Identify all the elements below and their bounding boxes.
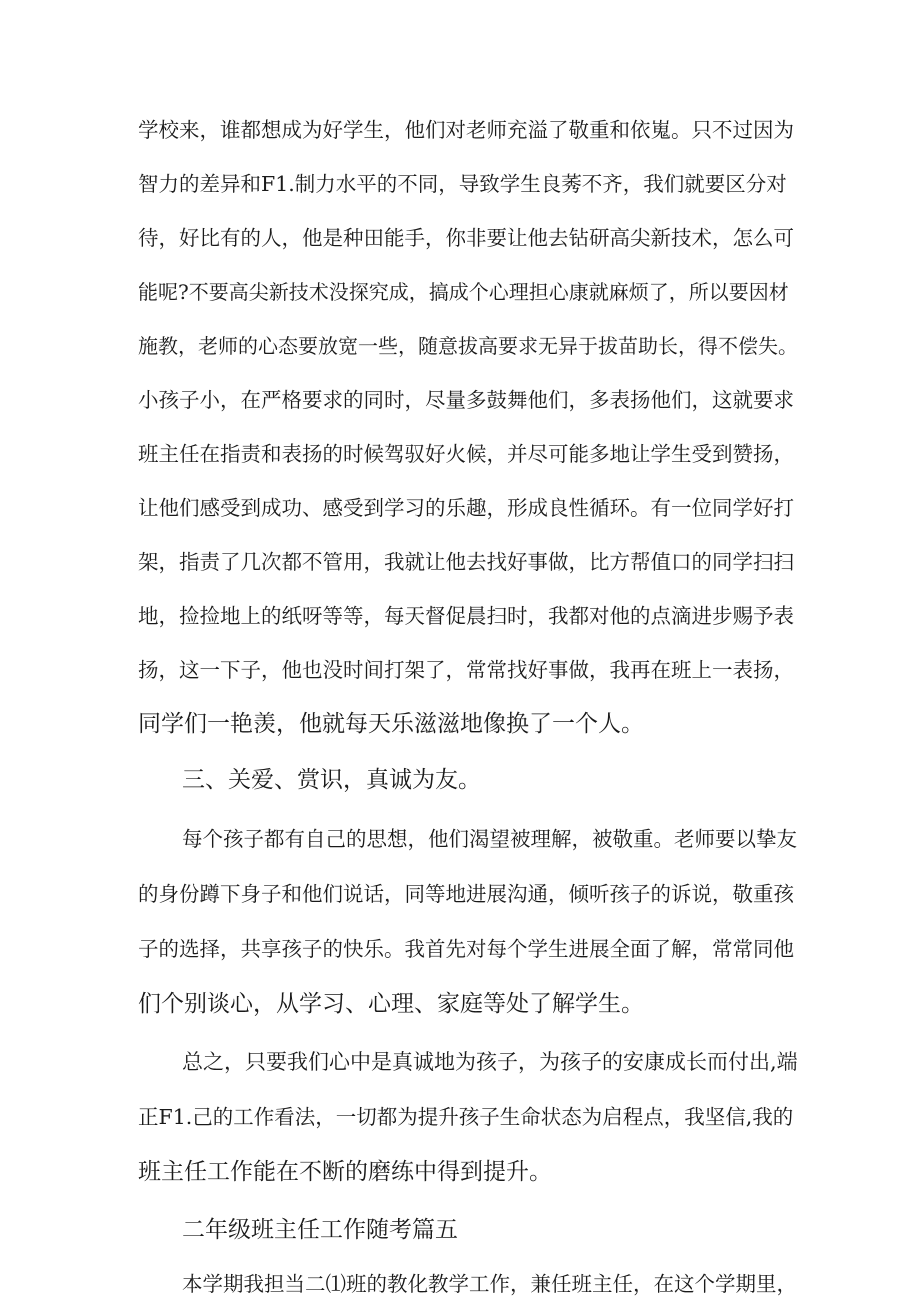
text-line-9: 架，指责了几次都不管用，我就让他去找好事做，比方帮值口的同学扫扫 (138, 550, 794, 574)
text-line-1: 学校来，谁都想成为好学生，他们对老师充溢了敬重和依嵬。只不过因为 (138, 118, 794, 142)
text-line-14: 每个孩子都有自己的思想，他们渴望被理解，被敬重。老师要以挚友 (182, 827, 797, 851)
text-line-18: 总之，只要我们心中是真诚地为孩子，为孩子的安康成长而付出,端 (182, 1050, 798, 1074)
article-title: 二年级班主任工作随考篇五 (182, 1217, 458, 1243)
text-line-2: 智力的差异和F1.制力水平的不同，导致学生良莠不齐，我们就要区分对 (138, 172, 787, 196)
text-line-8: 让他们感受到成功、感受到学习的乐趣，形成良性循环。有一位同学好打 (138, 496, 794, 520)
text-line-10: 地，捡捡地上的纸呀等等，每天督促晨扫时，我都对他的点滴进步赐予表 (138, 604, 794, 628)
text-line-11: 扬，这一下子，他也没时间打架了，常常找好事做，我再在班上一表扬， (138, 658, 794, 682)
text-line-6: 小孩子小，在严格要求的同时，尽量多鼓舞他们，多表扬他们，这就要求 (138, 388, 794, 412)
text-line-17: 们个别谈心，从学习、心理、家庭等处了解学生。 (138, 991, 644, 1017)
text-line-12: 同学们一艳羡，他就每天乐滋滋地像换了一个人。 (138, 711, 644, 737)
text-line-16: 子的选择，共享孩子的快乐。我首先对每个学生进展全面了解，常常同他 (138, 937, 794, 961)
text-line-15: 的身份蹲下身子和他们说话，同等地进展沟通，倾听孩子的诉说，敬重孩 (138, 882, 794, 906)
text-line-7: 班主任在指责和表扬的时候驾驭好火候，并尽可能多地让学生受到赞扬， (138, 442, 794, 466)
text-line-20: 班主任工作能在不断的磨练中得到提升。 (138, 1159, 552, 1185)
text-line-22: 本学期我担当二⑴班的教化教学工作，兼任班主任，在这个学期里， (182, 1272, 797, 1296)
text-line-5: 施教，老师的心态要放宽一些，随意拔高要求无异于拔苗助长，得不偿失。 (138, 334, 798, 358)
text-line-3: 待，好比有的人，他是种田能手，你非要让他去钻研高尖新技术，怎么可 (138, 226, 794, 250)
text-line-4: 能呢?不要高尖新技术没探究成，搞成个心理担心康就麻烦了，所以要因材 (138, 280, 789, 304)
section-heading: 三、关爱、赏识，真诚为友。 (182, 767, 481, 793)
text-line-19: 正F1.己的工作看法，一切都为提升孩子生命状态为启程点，我坚信,我的 (138, 1105, 794, 1129)
